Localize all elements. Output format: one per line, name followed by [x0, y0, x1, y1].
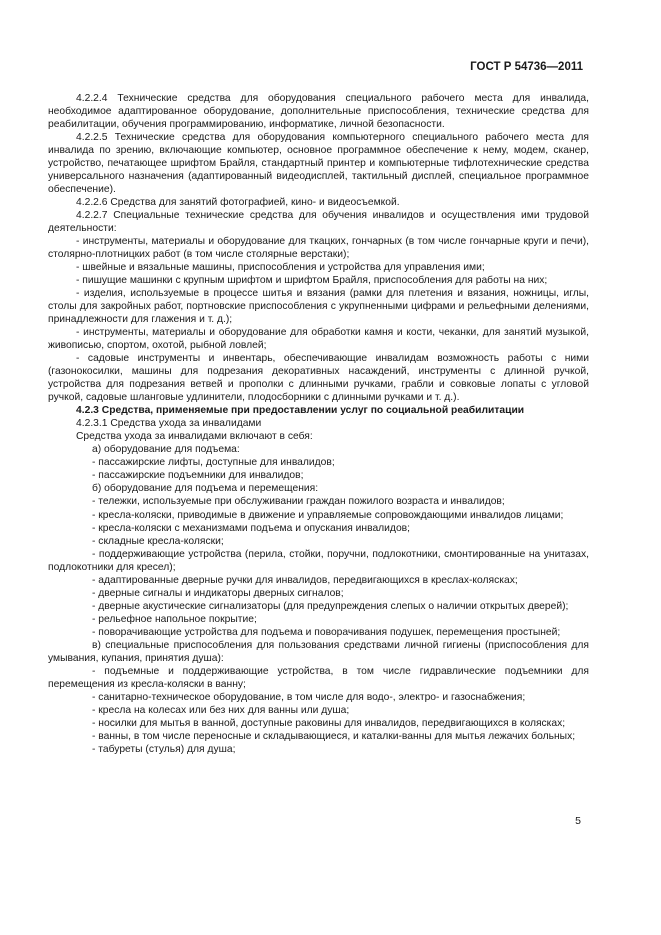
paragraph: - носилки для мытья в ванной, доступные раковины для инвалидов, передвигающихся в колясках; [92, 717, 566, 729]
paragraph: в) специальные приспособления для пользования средствами личной гигиены (приспособления для умывания, купания, принятия душа): [48, 639, 589, 664]
paragraph: - изделия, используемые в процессе шитья и вязания (рамки для плетения и вязания, ножницы, иглы, столы для закройных работ, портновские приспособления с укрупненными цифрами и рельефными делениями, принадлежности для глажения и т. д.); [48, 288, 589, 326]
paragraph: - табуреты (стулья) для душа; [92, 743, 236, 755]
paragraph: - поддерживающие устройства (перила, стойки, поручни, подлокотники, смонтированные на унитазах, подлокотники для кресел); [48, 548, 589, 573]
paragraph: - адаптированные дверные ручки для инвалидов, передвигающихся в креслах-колясках; [92, 574, 518, 586]
section-heading: 4.2.3 Средства, применяемые при предоставлении услуг по социальной реабилитации [76, 405, 525, 417]
paragraph: 4.2.2.4 Технические средства для оборудования специального рабочего места для инвалида, необходимое адаптированное оборудование, дополнительные приспособления, технические средства для реабилитации, обучения программированию, информатике, личной безопасности. [48, 93, 589, 131]
paragraph: - дверные акустические сигнализаторы (для предупреждения слепых о наличии открытых дверей); [92, 600, 569, 612]
paragraph: а) оборудование для подъема: [92, 444, 240, 456]
paragraph: - пассажирские лифты, доступные для инвалидов; [92, 457, 335, 469]
document-body [48, 92, 589, 756]
standard-header: ГОСТ Р 54736—2011 [470, 61, 583, 73]
paragraph: Средства ухода за инвалидами включают в себя: [76, 431, 313, 443]
paragraph: - пассажирские подъемники для инвалидов; [92, 470, 304, 482]
page-number: 5 [575, 815, 581, 827]
paragraph: - пишущие машинки с крупным шрифтом и шрифтом Брайля, приспособления для работы на них; [76, 275, 548, 287]
paragraph: - инструменты, материалы и оборудование для ткацких, гончарных (в том числе гончарные круги и печи), столярно-плотницких работ (в том числе столярные верстаки); [48, 236, 589, 261]
paragraph: - швейные и вязальные машины, приспособления и устройства для управления ими; [76, 262, 485, 274]
paragraph: - поворачивающие устройства для подъема и поворачивания подушек, перемещения простыней; [92, 626, 561, 638]
paragraph: - кресла-коляски с механизмами подъема и опускания инвалидов; [92, 522, 410, 534]
paragraph: - дверные сигналы и индикаторы дверных сигналов; [92, 587, 344, 599]
paragraph: - складные кресла-коляски; [92, 535, 224, 547]
paragraph: 4.2.2.7 Специальные технические средства для обучения инвалидов и осуществления ими трудовой деятельности: [48, 210, 589, 235]
paragraph: - кресла на колесах или без них для ванны или душа; [92, 704, 350, 716]
paragraph: б) оборудование для подъема и перемещения: [92, 483, 319, 495]
paragraph: - садовые инструменты и инвентарь, обеспечивающие инвалидам возможность работы с ними (газонокосилки, машины для подрезания декоративных насаждений, инструменты с длинной ручкой, устройства для подрезания ветвей и прополки с длинными ручками, грабли и совковые лопаты с угловой ручкой, садовые шланговые удлинители, плодосборники с длинными ручками и т. д.). [48, 353, 589, 404]
paragraph: 4.2.2.6 Средства для занятий фотографией, кино- и видеосъемкой. [76, 197, 400, 209]
paragraph: - ванны, в том числе переносные и складывающиеся, и каталки-ванны для мытья лежачих больных; [92, 730, 576, 742]
paragraph: - тележки, используемые при обслуживании граждан пожилого возраста и инвалидов; [92, 496, 505, 508]
paragraph: 4.2.2.5 Технические средства для оборудования компьютерного специального рабочего места для инвалида по зрению, включающие компьютер, основное программное обеспечение к нему, модем, сканер, устройство, печатающее шрифтом Брайля, стандартный принтер и компьютерные тифлотехнические средства универсального назначения (адаптированный видеодисплей, тактильный дисплей, специальное программное обеспечение). [48, 132, 589, 196]
paragraph: - санитарно-техническое оборудование, в том числе для водо-, электро- и газоснабжения; [92, 691, 526, 703]
paragraph: 4.2.3.1 Средства ухода за инвалидами [76, 418, 262, 430]
paragraph: - рельефное напольное покрытие; [92, 613, 257, 625]
paragraph: - кресла-коляски, приводимые в движение и управляемые сопровождающими инвалидов лицами; [92, 509, 564, 521]
paragraph: - подъемные и поддерживающие устройства, в том числе гидравлические подъемники для перемещения из кресла-коляски в ванну; [48, 665, 589, 690]
paragraph: - инструменты, материалы и оборудование для обработки камня и кости, чеканки, для занятий музыкой, живописью, спортом, охотой, рыбной ловлей; [48, 327, 589, 352]
